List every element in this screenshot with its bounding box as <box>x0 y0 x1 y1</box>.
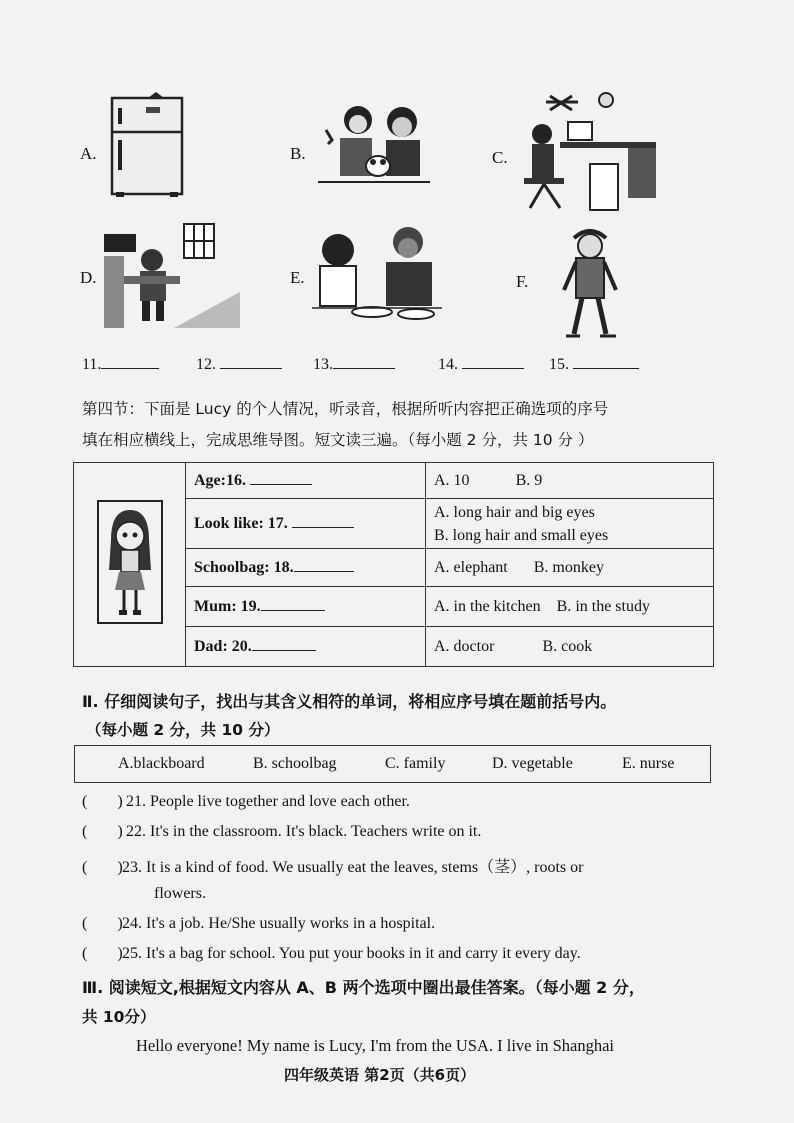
lucy-portrait-cell <box>74 463 186 667</box>
option-letter-d: D. <box>80 268 97 287</box>
mum-row-options: A. in the kitchen B. in the study <box>426 587 714 627</box>
answer-paren-25[interactable]: ( ) <box>82 945 123 962</box>
question-25: ( )25. It's a bag for school. You put your books in it and carry it every day. <box>82 945 581 962</box>
question-24: ( )24. It's a job. He/She usually works in a hospital. <box>82 915 436 932</box>
question-21: ( ) 21. People live together and love each other. <box>82 793 410 810</box>
blank-15[interactable]: 15. <box>549 356 639 374</box>
word-option-d: D. vegetable <box>492 755 573 772</box>
word-bank-box <box>74 745 711 783</box>
answer-paren-24[interactable]: ( ) <box>82 915 123 932</box>
answer-paren-22[interactable]: ( ) <box>82 823 123 840</box>
blank-20[interactable] <box>252 650 316 651</box>
blank-17[interactable] <box>292 527 354 528</box>
option-letter-f: F. <box>516 272 529 291</box>
looklike-row-label: Look like: 17. <box>186 499 426 549</box>
question-23: ( )23. It is a kind of food. We usually eat the leaves, stems（茎）, roots or <box>82 859 584 876</box>
blank-12[interactable]: 12. <box>196 356 282 374</box>
word-option-e: E. nurse <box>622 755 675 772</box>
boy-studying-at-desk-illustration <box>104 214 240 328</box>
option-letter-c: C. <box>492 148 508 167</box>
reading-passage-first-line: Hello everyone! My name is Lucy, I'm from the USA. I live in Shanghai <box>136 1036 615 1055</box>
part3-instruction-line2: 共 10分） <box>82 1008 156 1026</box>
word-option-b: B. schoolbag <box>253 755 337 772</box>
man-standing-illustration <box>560 224 620 338</box>
answer-paren-23[interactable]: ( ) <box>82 859 123 876</box>
question-23-continuation: flowers. <box>154 885 206 902</box>
mind-map-table <box>73 462 714 667</box>
blank-14[interactable]: 14. <box>438 356 524 374</box>
blank-13[interactable]: 13. <box>313 356 395 374</box>
answer-paren-21[interactable]: ( ) <box>82 793 123 810</box>
lucy-girl-illustration <box>97 500 163 624</box>
word-option-a: A.blackboard <box>118 755 205 772</box>
part3-instruction-line1: Ⅲ. 阅读短文,根据短文内容从 A、B 两个选项中圈出最佳答案。（每小题 2 分， <box>82 978 645 997</box>
section4-instruction-line2: 填在相应横线上，完成思维导图。短文读三遍。（每小题 2 分，共 10 分 ） <box>82 431 594 449</box>
blank-18[interactable] <box>294 571 354 572</box>
word-option-c: C. family <box>385 755 446 772</box>
dad-row-label: Dad: 20. <box>186 627 426 667</box>
age-row-label: Age:16. <box>186 463 426 499</box>
page-footer: 四年级英语 第2页（共6页） <box>284 1066 476 1084</box>
dad-row-options: A. doctor B. cook <box>426 627 714 667</box>
age-row-options: A. 10 B. 9 <box>426 463 714 499</box>
girls-watching-tv-illustration <box>318 100 430 184</box>
question-22: ( ) 22. It's in the classroom. It's black. Teachers write on it. <box>82 823 482 840</box>
option-letter-a: A. <box>80 144 97 163</box>
looklike-row-options: A. long hair and big eyes B. long hair and small eyes <box>426 499 714 549</box>
person-at-computer-desk-illustration <box>520 90 660 215</box>
family-eating-illustration <box>312 222 442 322</box>
blank-11[interactable]: 11. <box>82 356 159 374</box>
option-letter-e: E. <box>290 268 305 287</box>
mum-row-label: Mum: 19. <box>186 587 426 627</box>
schoolbag-row-options: A. elephant B. monkey <box>426 549 714 587</box>
blank-16[interactable] <box>250 484 312 485</box>
fridge-illustration <box>108 92 186 198</box>
option-letter-b: B. <box>290 144 306 163</box>
part2-instruction-line1: Ⅱ. 仔细阅读句子，找出与其含义相符的单词，将相应序号填在题前括号内。 <box>82 692 617 711</box>
blank-19[interactable] <box>261 610 325 611</box>
part2-instruction-line2: （每小题 2 分，共 10 分） <box>86 721 280 739</box>
schoolbag-row-label: Schoolbag: 18. <box>186 549 426 587</box>
section4-instruction-line1: 第四节：下面是 Lucy 的个人情况，听录音，根据所听内容把正确选项的序号 <box>82 400 609 418</box>
